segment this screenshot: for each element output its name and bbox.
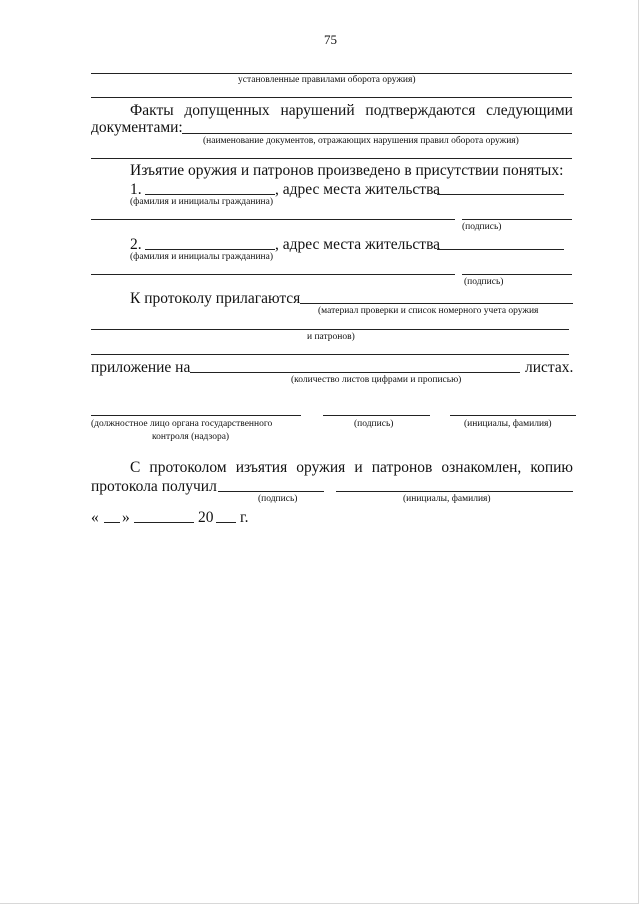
violations-documents-field[interactable] — [182, 133, 572, 134]
acknowledgement-word: С — [130, 459, 141, 476]
witnesses-intro: Изъятие оружия и патронов произведено в присутствии понятых: — [130, 162, 564, 179]
acknowledgement-word: оружия — [296, 459, 346, 476]
violations-word: нарушений — [280, 102, 355, 119]
official-position-caption-line-2: контроля (надзора) — [152, 432, 230, 442]
appendix-label: приложение на — [91, 359, 191, 376]
acknowledgement-name-field[interactable] — [336, 491, 573, 492]
witness-1-address-field-2[interactable] — [91, 219, 455, 220]
violations-word: Факты — [130, 102, 174, 119]
acknowledgement-name-caption: (инициалы, фамилия) — [403, 494, 491, 504]
witness-2-address-field-2[interactable] — [91, 274, 455, 275]
violations-documents-label: документами: — [91, 119, 183, 136]
date-open-quote: « — [91, 509, 99, 526]
header-field-line-2 — [91, 97, 572, 98]
violations-word: допущенных — [184, 102, 270, 119]
attachments-field[interactable] — [300, 303, 573, 304]
acknowledgement-line-1 — [130, 460, 573, 476]
acknowledgement-word: копию — [530, 459, 573, 476]
attachments-field-2[interactable] — [91, 329, 569, 330]
header-field-line — [91, 73, 572, 74]
acknowledgement-word: и — [354, 459, 363, 476]
appendix-caption: (количество листов цифрами и прописью) — [291, 375, 462, 385]
official-position-caption-line-1: (должностное лицо органа государственного — [91, 419, 273, 429]
acknowledgement-word: патронов — [371, 459, 433, 476]
date-year-suffix: г. — [240, 509, 249, 526]
date-month-field[interactable] — [134, 522, 194, 523]
acknowledgement-received-label: протокола получил — [91, 478, 217, 495]
violations-word: следующими — [486, 102, 573, 119]
official-signature-caption: (подпись) — [354, 419, 394, 429]
official-name-caption: (инициалы, фамилия) — [464, 419, 552, 429]
witness-2-name-caption: (фамилия и инициалы гражданина) — [130, 252, 273, 262]
appendix-sheets-field[interactable] — [190, 372, 520, 373]
attachments-label: К протоколу прилагаются — [130, 290, 301, 307]
witness-2-signature-field[interactable] — [462, 274, 572, 275]
date-year-field[interactable] — [216, 522, 236, 523]
attachments-caption-line-1: (материал проверки и список номерного учета оружия — [318, 306, 539, 316]
acknowledgement-word: ознакомлен, — [441, 459, 522, 476]
official-name-field[interactable] — [450, 415, 576, 416]
witness-1-number: 1. — [130, 181, 142, 198]
witness-1-signature-caption: (подпись) — [462, 222, 502, 232]
witness-1-name-field[interactable] — [145, 194, 275, 195]
date-close-quote: » — [122, 509, 130, 526]
acknowledgement-word: изъятия — [235, 459, 288, 476]
attachments-caption-line-2: и патронов) — [307, 332, 355, 342]
acknowledgement-signature-field[interactable] — [218, 491, 324, 492]
violations-documents-caption: (наименование документов, отражающих нарушения правил оборота оружия) — [203, 136, 519, 146]
appendix-suffix: листах. — [525, 359, 574, 376]
official-position-field[interactable] — [91, 415, 301, 416]
acknowledgement-word: протоколом — [149, 459, 227, 476]
date-day-field[interactable] — [104, 522, 120, 523]
witness-2-signature-caption: (подпись) — [464, 277, 504, 287]
witness-1-address-field[interactable] — [437, 194, 564, 195]
witness-1-signature-field[interactable] — [462, 219, 572, 220]
witness-1-address-label: , адрес места жительства — [275, 181, 441, 198]
violations-line-1 — [130, 103, 573, 119]
witness-1-name-caption: (фамилия и инициалы гражданина) — [130, 197, 273, 207]
witness-2-address-label: , адрес места жительства — [275, 236, 441, 253]
witness-2-number: 2. — [130, 236, 142, 253]
acknowledgement-signature-caption: (подпись) — [258, 494, 298, 504]
witness-2-name-field[interactable] — [145, 249, 275, 250]
witness-2-address-field[interactable] — [437, 249, 564, 250]
official-signature-field[interactable] — [323, 415, 430, 416]
violations-word: подтверждаются — [365, 102, 476, 119]
page-number: 75 — [324, 32, 337, 47]
header-caption: установленные правилами оборота оружия) — [238, 75, 416, 85]
date-year-prefix: 20 — [198, 509, 214, 526]
attachments-field-3[interactable] — [91, 354, 569, 355]
violations-documents-field-2[interactable] — [91, 158, 572, 159]
